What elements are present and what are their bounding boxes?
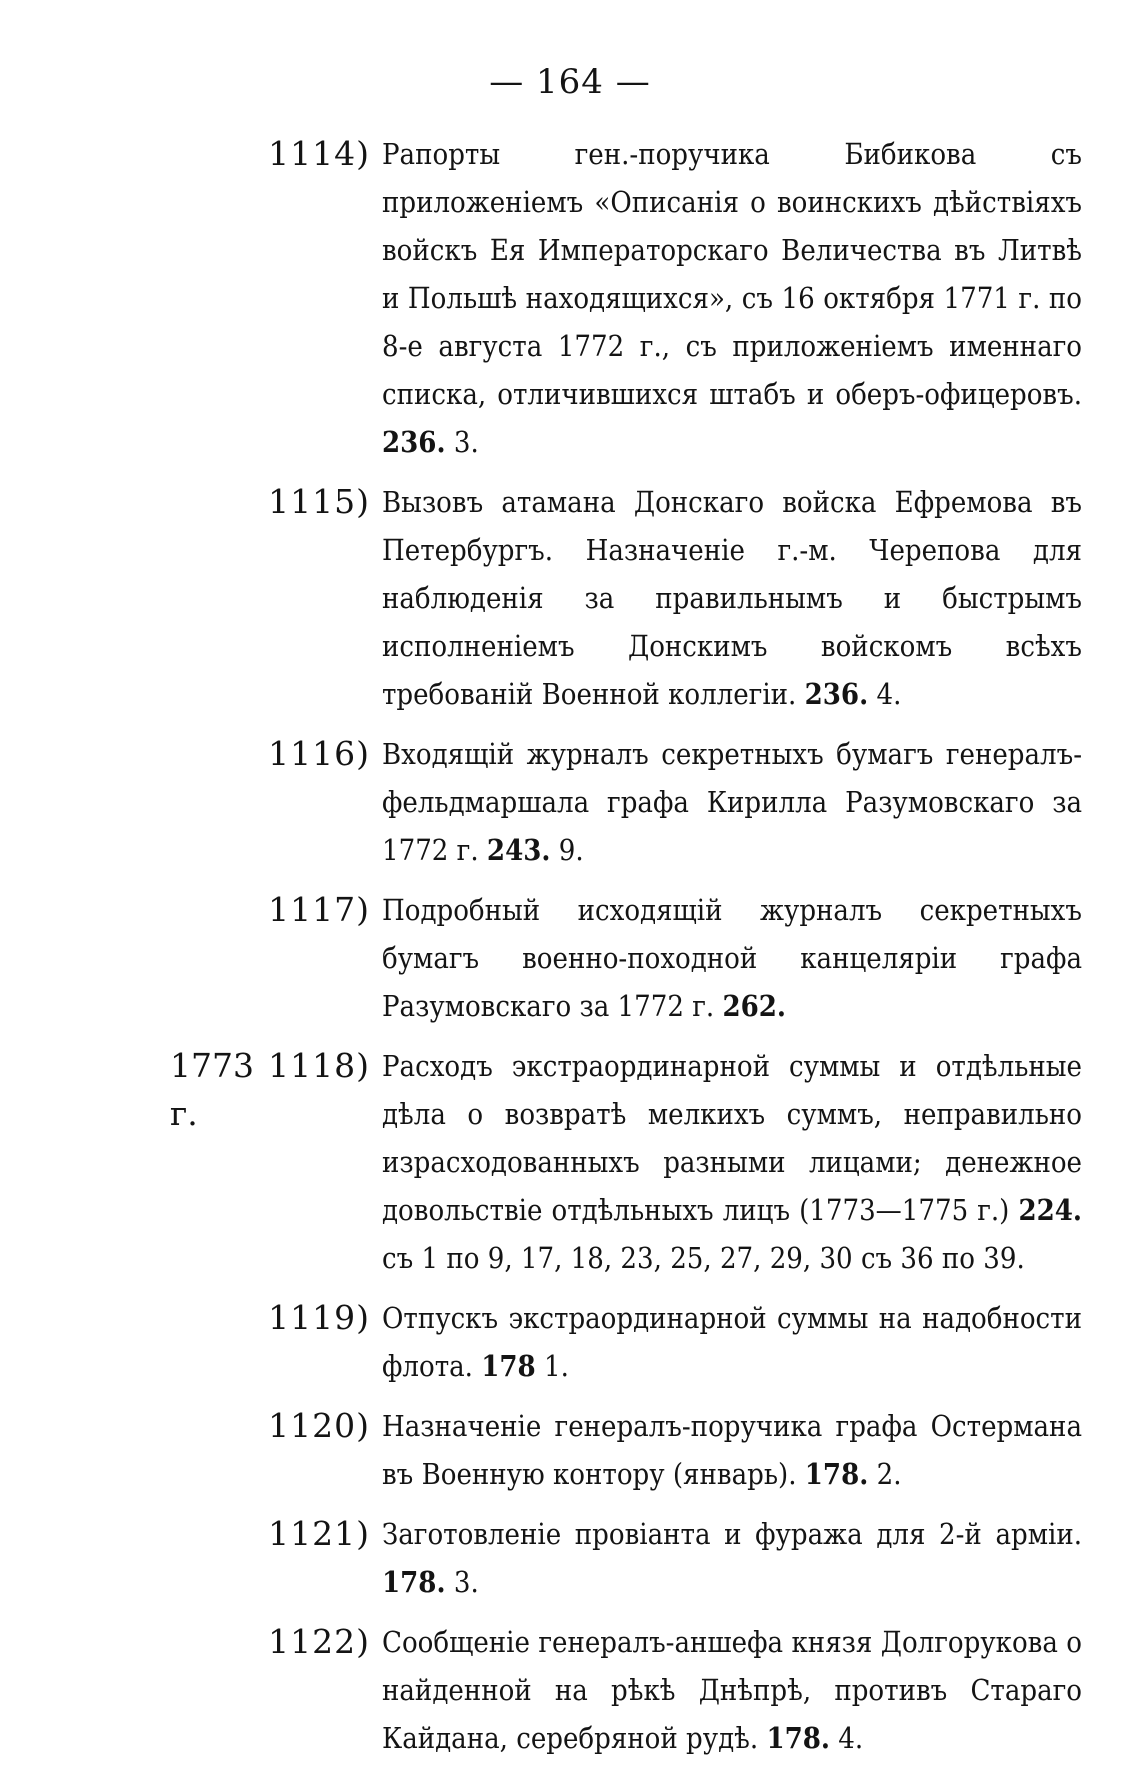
entry-description: Заготовленіе провіанта и фуража для 2-й арміи. [382,1517,1082,1551]
entry-number: 1121) [268,1514,370,1553]
archive-reference-detail: 9. [558,833,584,867]
archive-reference-detail: 4. [876,677,902,711]
archive-reference: 236. [804,677,869,711]
archive-reference-detail: 4. [838,1721,864,1755]
archive-reference: 178. [382,1565,446,1599]
entry-number: 1115) [268,482,370,521]
archive-reference-detail: 1. [544,1349,569,1383]
entry-description: Отпускъ экстраординарной суммы на надобности флота. [382,1301,1082,1383]
entry-text [382,1510,1082,1606]
entry-number: 1118) [268,1046,370,1085]
entry-1118 [0,1042,1140,1282]
entry-number: 1120) [268,1406,370,1445]
archive-reference-detail: 3. [453,1565,479,1599]
entry-number: 1119) [268,1298,370,1337]
entry-text [382,1618,1082,1762]
entry-number: 1117) [268,890,370,929]
archive-reference: 262. [722,989,787,1023]
entry-list [0,130,1140,1774]
archive-reference: 178. [804,1457,869,1491]
entry-description: Сообщеніе генералъ-аншефа князя Долгорукова о найденной на рѣкѣ Днѣпрѣ, противъ Стараго Кайдана, серебряной рудѣ. [382,1625,1082,1755]
entry-1120 [0,1402,1140,1498]
entry-description: Назначеніе генералъ-поручика графа Остермана въ Военную контору (январь). [382,1409,1082,1491]
archive-reference-detail: 3. [453,425,479,459]
archive-reference: 178. [766,1721,830,1755]
entry-text [382,130,1082,466]
entry-1114 [0,130,1140,466]
page-number: — 164 — [489,62,651,102]
entry-number: 1114) [268,134,370,173]
archive-reference-detail: 2. [876,1457,902,1491]
entry-1119 [0,1294,1140,1390]
entry-number: 1122) [268,1622,370,1661]
entry-text [382,1294,1082,1390]
entry-year: 1773 г. [170,1046,254,1133]
archive-reference: 236. [382,425,446,459]
entry-text [382,886,1082,1030]
entry-description: Вызовъ атамана Донскаго войска Ефремова въ Петербургъ. Назначеніе г.-м. Черепова для наблюденія за правильнымъ и быстрымъ исполненіемъ Донскимъ войскомъ всѣхъ требованій Военной коллегіи. [382,485,1082,711]
entry-1116 [0,730,1140,874]
archive-reference-detail: съ 1 по 9, 17, 18, 23, 25, 27, 29, 30 съ 36 по 39. [382,1241,1025,1275]
entry-description: Входящій журналъ секретныхъ бумагъ генералъ-фельдмаршала графа Кирилла Разумовскаго за 1772 г. [382,737,1082,867]
entry-text [382,478,1082,718]
archive-reference: 243. [486,833,551,867]
entry-1122 [0,1618,1140,1762]
entry-1115 [0,478,1140,718]
archive-reference: 178 [481,1349,536,1383]
entry-description: Рапорты ген.-поручика Бибикова съ приложеніемъ «Описанія о воинскихъ дѣйствіяхъ войскъ Ея Императорскаго Величества въ Литвѣ и Польшѣ находящихся», съ 16 октября 1771 г. по 8-е августа 1772 г., съ приложеніемъ именнаго списка, отличившихся штабъ и оберъ-офицеровъ. [382,137,1082,411]
archive-reference: 224. [1018,1193,1082,1227]
entry-description: Расходъ экстраординарной суммы и отдѣльные дѣла о возвратѣ мелкихъ суммъ, неправильно израсходованныхъ разными лицами; денежное довольствіе отдѣльныхъ лицъ (1773—1775 г.) [382,1049,1082,1227]
entry-1121 [0,1510,1140,1606]
entry-description: Подробный исходящій журналъ секретныхъ бумагъ военно-походной канцеляріи графа Разумовскаго за 1772 г. [382,893,1082,1023]
entry-number: 1116) [268,734,370,773]
entry-text [382,730,1082,874]
entry-1117 [0,886,1140,1030]
entry-text [382,1042,1082,1282]
entry-text [382,1402,1082,1498]
